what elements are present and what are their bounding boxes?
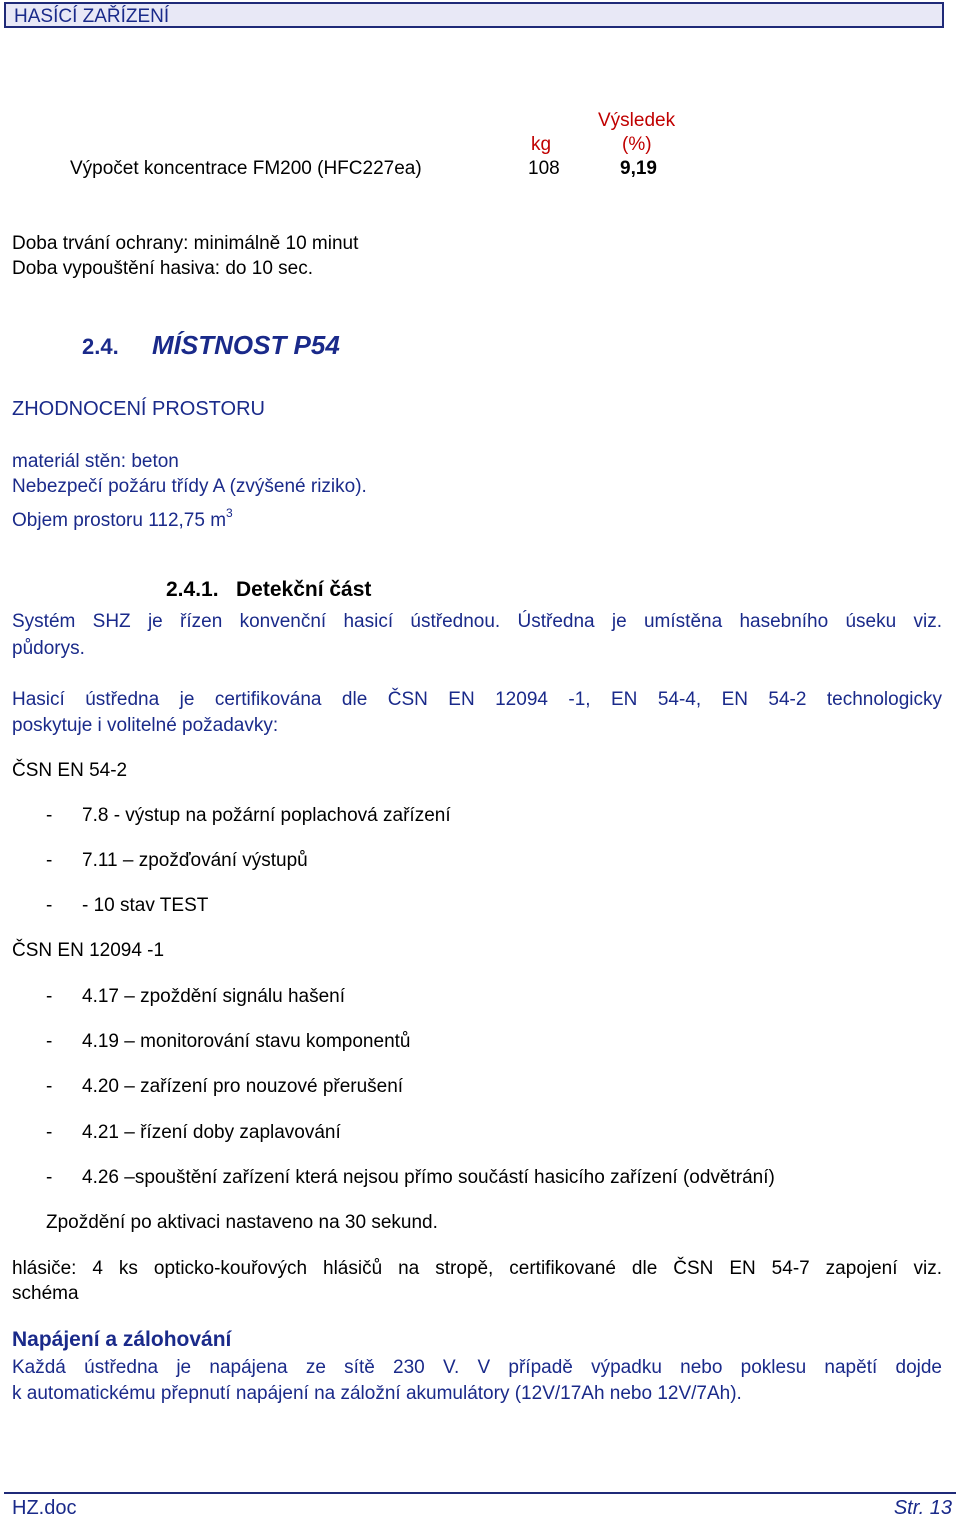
discharge-duration: Doba vypouštění hasiva: do 10 sec. (12, 258, 314, 279)
norm1-item-2: 7.11 – zpožďování výstupů (82, 850, 308, 871)
power-line1: Každá ústředna je napájena ze sítě 230 V. V případě výpadku nebo poklesu napětí dojde (12, 1357, 942, 1378)
section-title: MÍSTNOST P54 (152, 330, 340, 360)
norm2-title: ČSN EN 12094 -1 (12, 940, 165, 961)
assessment-heading: ZHODNOCENÍ PROSTORU (12, 398, 265, 420)
norm1-dash-2: - (46, 850, 53, 871)
row-kg-value: 108 (528, 158, 560, 179)
detectors-line1: hlásiče: 4 ks opticko-kouřových hlásičů na stropě, certifikované dle ČSN EN 54-7 zapojení viz. (12, 1258, 942, 1279)
detection-p1-line1: Systém SHZ je řízen konvenční hasicí ústřednou. Ústředna je umístěna hasebního úseku viz. (12, 611, 942, 632)
row-result-value: 9,19 (620, 158, 657, 179)
norm2-item-4: 4.21 – řízení doby zaplavování (82, 1122, 341, 1143)
section-number: 2.4. (82, 334, 119, 359)
norm2-item-5: 4.26 –spouštění zařízení která nejsou přímo součástí hasicího zařízení (odvětrání) (82, 1167, 775, 1188)
subsection-title: Detekční část (236, 578, 372, 601)
volume-exponent: 3 (226, 506, 233, 520)
delay-note: Zpoždění po aktivaci nastaveno na 30 sekund. (46, 1212, 438, 1233)
norm1-item-1: 7.8 - výstup na požární poplachová zařízení (82, 805, 451, 826)
norm2-dash-2: - (46, 1031, 53, 1052)
norm2-dash-5: - (46, 1167, 53, 1188)
subsection-number: 2.4.1. (166, 578, 219, 601)
detection-p2-line2: poskytuje i volitelné požadavky: (12, 715, 279, 736)
detection-p2-line1: Hasicí ústředna je certifikována dle ČSN EN 12094 -1, EN 54-4, EN 54-2 technologicky (12, 689, 942, 710)
footer-divider (4, 1492, 956, 1494)
wall-material: materiál stěn: beton (12, 451, 179, 472)
norm2-dash-1: - (46, 986, 53, 1007)
col-kg-header: kg (531, 134, 552, 155)
norm1-dash-1: - (46, 805, 53, 826)
header-title: HASÍCÍ ZAŘÍZENÍ (14, 6, 170, 27)
norm2-item-1: 4.17 – zpoždění signálu hašení (82, 986, 346, 1007)
norm2-dash-3: - (46, 1076, 53, 1097)
norm2-item-2: 4.19 – monitorování stavu komponentů (82, 1031, 411, 1052)
detection-p1-line2: půdorys. (12, 638, 85, 659)
power-heading: Napájení a zálohování (12, 1328, 232, 1351)
protection-duration: Doba trvání ochrany: minimálně 10 minut (12, 233, 359, 254)
norm2-dash-4: - (46, 1122, 53, 1143)
header-bar (4, 2, 944, 28)
detectors-line2: schéma (12, 1283, 79, 1304)
footer-filename: HZ.doc (12, 1497, 77, 1519)
power-line2: k automatickému přepnutí napájení na záložní akumulátory (12V/17Ah nebo 12V/7Ah). (12, 1383, 742, 1404)
footer-page-number: Str. 13 (893, 1497, 952, 1519)
norm2-item-3: 4.20 – zařízení pro nouzové přerušení (82, 1076, 404, 1097)
norm1-title: ČSN EN 54-2 (12, 760, 128, 781)
col-result-header-2: (%) (622, 134, 652, 155)
col-result-header-1: Výsledek (598, 110, 676, 131)
norm1-dash-3: - (46, 895, 53, 916)
row-label: Výpočet koncentrace FM200 (HFC227ea) (70, 158, 422, 179)
room-volume: Objem prostoru 112,75 $m^3$ (12, 506, 233, 531)
fire-hazard: Nebezpečí požáru třídy A (zvýšené riziko). (12, 476, 367, 497)
norm1-item-3: - 10 stav TEST (82, 895, 209, 916)
